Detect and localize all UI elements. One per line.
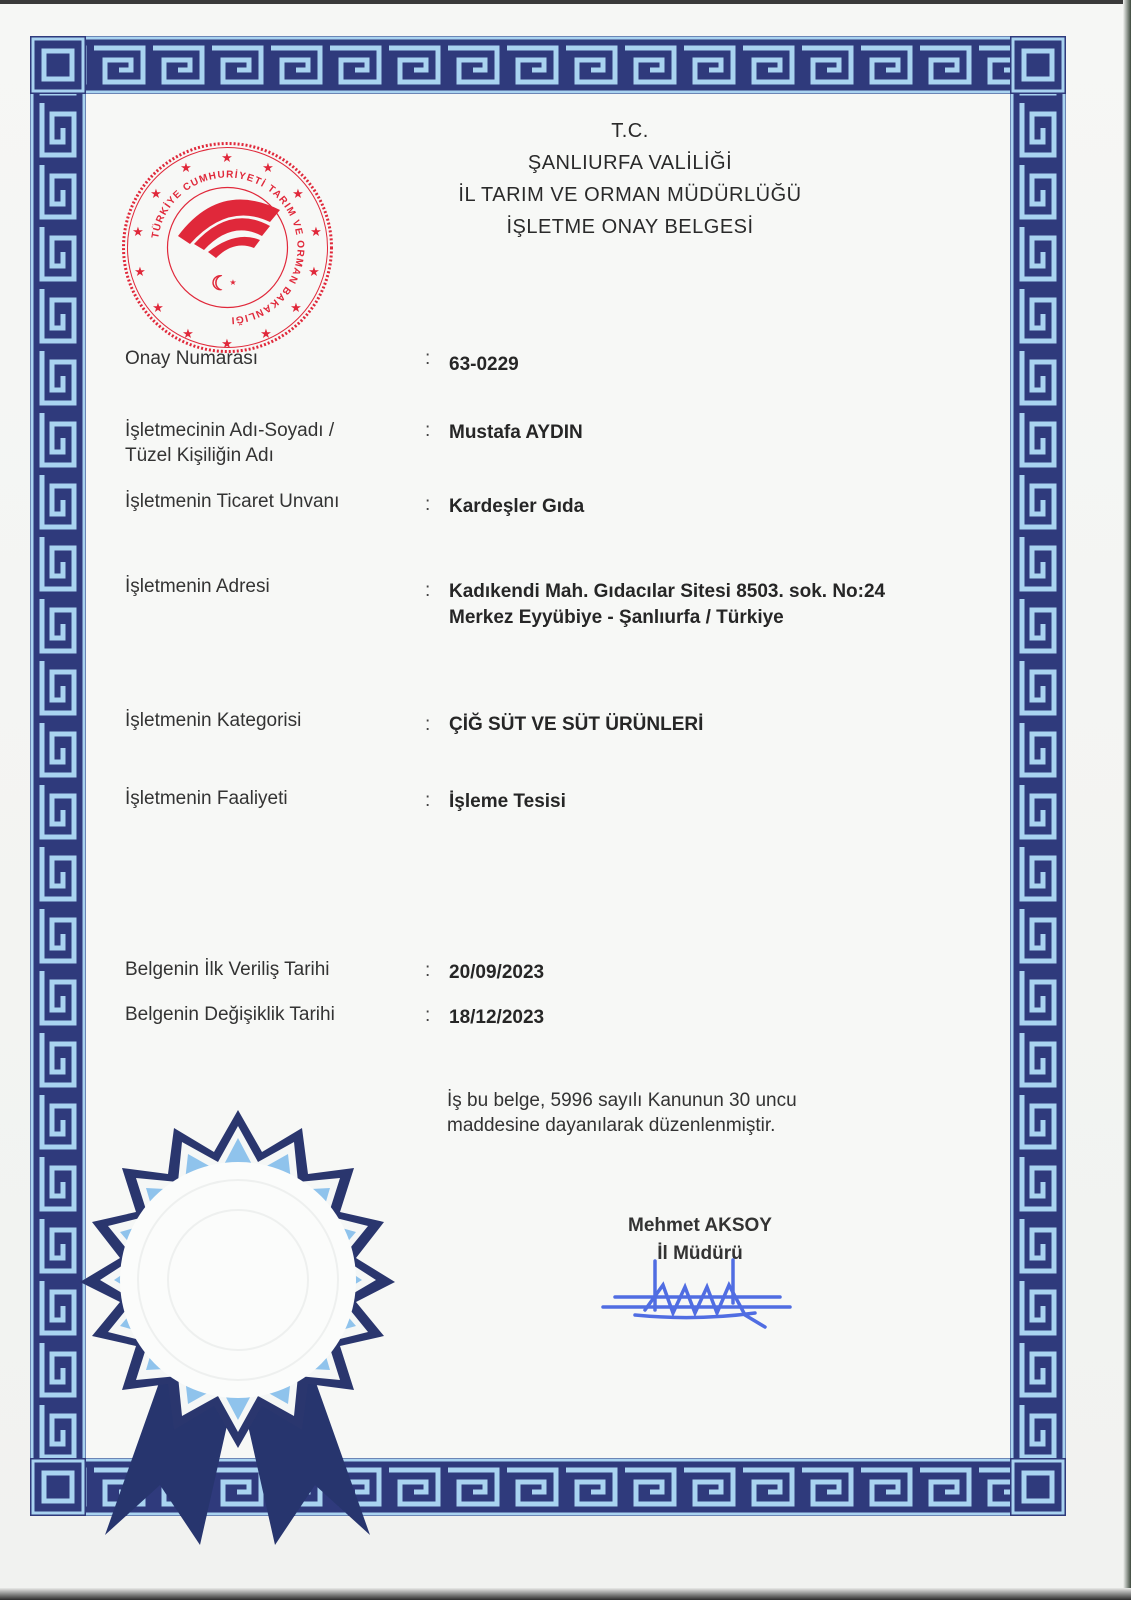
- svg-text:★: ★: [260, 326, 272, 341]
- field-label: İşletmenin Ticaret Unvanı: [125, 491, 340, 512]
- field-colon: :: [425, 714, 431, 735]
- field-value: [449, 579, 885, 631]
- document-header: [400, 115, 860, 243]
- border-right: [1010, 36, 1066, 1516]
- field-label-line: İşletmecinin Adı-Soyadı /: [125, 420, 335, 441]
- svg-text:★: ★: [182, 326, 194, 341]
- svg-text:★: ★: [262, 160, 274, 175]
- svg-text:TÜRKİYE CUMHURİYETİ TARIM VE O: TÜRKİYE CUMHURİYETİ TARIM VE ORMAN BAKANLIĞI: [150, 169, 306, 326]
- field-label: Onay Numarası: [125, 348, 259, 369]
- field-colon: :: [425, 580, 431, 601]
- scan-edge-bottom: [0, 1588, 1131, 1600]
- header-governorship: ŞANLIURFA VALİLİĞİ: [527, 152, 733, 174]
- scan-edge-right: [1123, 0, 1131, 1600]
- scan-edge-top: [0, 0, 1131, 4]
- svg-text:★: ★: [152, 300, 164, 315]
- statement-line-1: İş bu belge, 5996 sayılı Kanunun 30 uncu: [447, 1090, 797, 1111]
- legal-statement: [447, 1088, 797, 1138]
- corner-square-icon: [1010, 36, 1066, 94]
- award-rosette-icon: [50, 1090, 410, 1550]
- field-colon: :: [425, 790, 431, 811]
- svg-text:★: ★: [308, 264, 320, 279]
- svg-text:★: ★: [132, 224, 144, 239]
- svg-text:★: ★: [292, 186, 304, 201]
- field-value: İşleme Tesisi: [449, 791, 566, 812]
- field-colon: :: [425, 494, 431, 515]
- field-label: İşletmenin Adresi: [125, 576, 270, 597]
- field-label: [125, 418, 415, 468]
- field-colon: :: [425, 960, 431, 981]
- field-value: Mustafa AYDIN: [449, 422, 583, 443]
- field-label: İşletmenin Faaliyeti: [125, 788, 288, 809]
- svg-text:★: ★: [134, 264, 146, 279]
- field-value: Kardeşler Gıda: [449, 496, 585, 517]
- statement-line-2: maddesine dayanılarak düzenlenmiştir.: [447, 1115, 776, 1136]
- svg-text:★: ★: [150, 186, 162, 201]
- field-label: Belgenin İlk Veriliş Tarihi: [125, 959, 330, 980]
- field-value: 20/09/2023: [449, 962, 545, 983]
- header-directorate: İL TARIM VE ORMAN MÜDÜRLÜĞÜ: [458, 184, 802, 206]
- handwritten-signature-icon: [595, 1255, 805, 1335]
- signatory-title: İl Müdürü: [657, 1243, 743, 1264]
- document-title: İŞLETME ONAY BELGESİ: [506, 216, 754, 238]
- svg-text:☾: ☾: [211, 273, 229, 295]
- field-colon: :: [425, 1005, 431, 1026]
- field-label: Belgenin Değişiklik Tarihi: [125, 1004, 335, 1025]
- border-top: [30, 36, 1066, 94]
- field-label: İşletmenin Kategorisi: [125, 710, 302, 731]
- svg-text:★: ★: [221, 336, 233, 351]
- address-line-1: Kadıkendi Mah. Gıdacılar Sitesi 8503. sok. No:24: [449, 581, 886, 602]
- svg-text:★: ★: [290, 300, 302, 315]
- header-tc: T.C.: [611, 120, 649, 142]
- field-value: ÇİĞ SÜT VE SÜT ÜRÜNLERİ: [449, 714, 704, 735]
- address-line-2: Merkez Eyyübiye - Şanlıurfa / Türkiye: [449, 607, 784, 628]
- svg-text:★: ★: [229, 278, 237, 287]
- field-label-line: Tüzel Kişiliğin Adı: [125, 445, 274, 466]
- field-colon: :: [425, 348, 431, 369]
- svg-text:★: ★: [221, 150, 233, 165]
- corner-square-icon: [30, 36, 86, 94]
- signatory-name: Mehmet AKSOY: [628, 1215, 772, 1236]
- field-colon: :: [425, 420, 431, 441]
- svg-text:★: ★: [180, 160, 192, 175]
- svg-text:★: ★: [310, 224, 322, 239]
- field-value: 63-0229: [449, 354, 519, 375]
- corner-square-icon: [1010, 1458, 1066, 1516]
- ministry-seal-icon: [120, 140, 335, 355]
- field-value: 18/12/2023: [449, 1007, 545, 1028]
